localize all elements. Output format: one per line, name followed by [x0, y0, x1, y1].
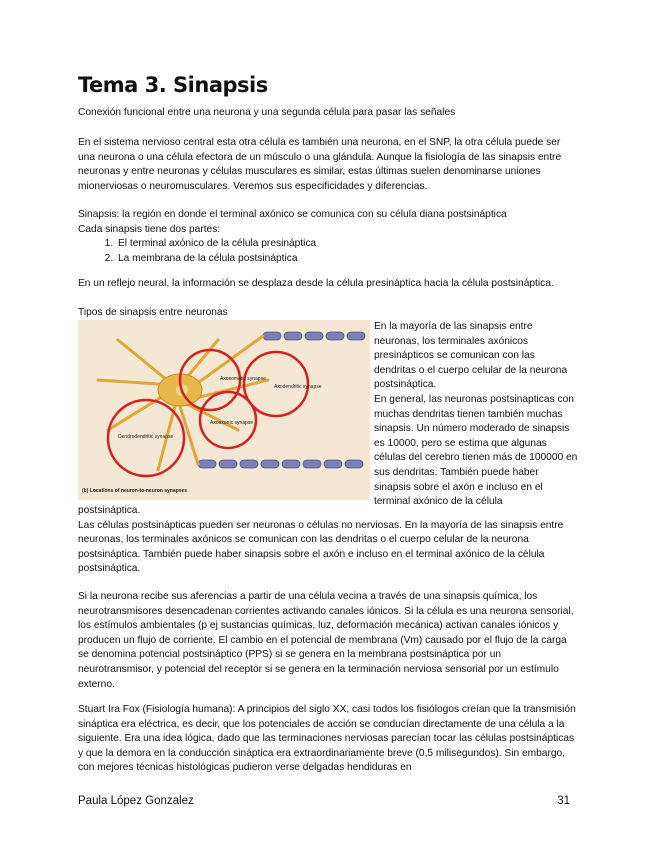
- side-text: En la mayoría de las sinapsis entre neuronas, los terminales axónicos presinápticos se comunican con las dendritas o el cuerpo celular de la neurona postsináptica. En general, las neuronas postsinapticas con muchas dendritas tienen también muchas sinapsis. Un número moderado de sinapsis es 10000, pero se estima que algunas células del cerebro tienen más de 100000 en sus dendritas. También puede haber sinapsis sobre el axón e incluso en el terminal axónico de la célula: [374, 321, 578, 508]
- definition-line: Sinapsis: la región en donde el terminal axónico se comunica con su célula diana postsináptica: [78, 209, 507, 220]
- page-title: Tema 3. Sinapsis: [78, 73, 268, 97]
- label-axodendritic: Axodendritic synapse: [274, 384, 322, 390]
- figure-caption: (b) Locations of neuron-to-neuron synapses: [82, 488, 188, 494]
- document-page: [78, 0, 578, 848]
- parts-list: [78, 237, 578, 266]
- footer-author: Paula López Gonzalez: [78, 795, 194, 807]
- page-footer: [78, 794, 578, 810]
- label-axoaxonic: Axoaxonic synapse: [210, 420, 254, 426]
- paragraph-potentials: Si la neurona recibe sus aferencias a partir de una célula vecina a través de una sinapsis química, los neurotransmisores desencadenan corrientes activando canales iónicos. Si la célula es una neurona sensorial, los estímulos ambientales (p ej sustancias químicas, luz, deformación mecánica) activan canales iónicos y producen un flujo de corriente. El cambio en el potencial de membrana (Vm) causado por el flujo de la carga se denomina potencial postsináptico (PPS) si se genera en la membrana postsináptica por un neurotransmisor, y potencial del receptor si se genera en la terminación nerviosa sensorial por un estímulo externo.: [78, 591, 574, 690]
- neuron-illustration: [78, 320, 370, 500]
- subtitle: Conexión funcional entre una neurona y una segunda célula para pasar las señales: [78, 107, 456, 118]
- parts-line: Cada sinapsis tiene dos partes:: [78, 223, 221, 235]
- synapse-figure: [78, 320, 370, 500]
- paragraph-postsynaptic: postsináptica. Las células postsinápticas pueden ser neuronas o células no nerviosas. En la mayoría de las sinapsis entre neuronas, los terminales axónicos se comunican con las dendritas o el cuerpo celular de la neurona postsináptica. También puede haber sinapsis sobre el axón e incluso en el terminal axónico de la célula postsináptica.: [78, 505, 564, 575]
- list-item: 1. El terminal axónico de la célula presináptica: [116, 237, 578, 252]
- label-dendrodendritic: Dendrodendritic synapse: [118, 434, 174, 440]
- page-number: 31: [557, 795, 570, 807]
- paragraph-fox: Stuart Ira Fox (Fisiología humana): A principios del siglo XX, casi todos los fisiólogos creían que la transmisión sináptica era eléctrica, es decir, que los potenciales de acción se conducían directamente de una célula a la siguiente. Era una idea lógica, dado que las terminaciones nerviosas parecían tocar las células postsinápticas y que la demora en la conducción sináptica era extraordinariamente breve (0,5 milisegundos). Sin embargo, con mejores técnicas histológicas pudieron verse delgadas hendiduras en: [78, 704, 576, 774]
- paragraph-reflex: En un reflejo neural, la información se desplaza desde la célula presináptica hacia la célula postsináptica.: [78, 278, 554, 289]
- paragraph-definition: [78, 208, 578, 266]
- section-heading: Tipos de sinapsis entre neuronas: [78, 307, 228, 318]
- label-axosomatic: Axosomatic synapse: [220, 376, 266, 382]
- list-item: 2. La membrana de la célula postsináptica: [116, 252, 578, 267]
- paragraph-intro: En el sistema nervioso central esta otra célula es también una neurona, en el SNP, la otra célula puede ser una neurona o una célula efectora de un músculo o una glándula. Aunque la fisiología de las sinapsis entre neuronas y entre neuronas y células musculares es similar, estas últimas suelen denominarse uniones mionerviosas o neuromusculares. Veremos sus especificidades y diferencias.: [78, 137, 562, 192]
